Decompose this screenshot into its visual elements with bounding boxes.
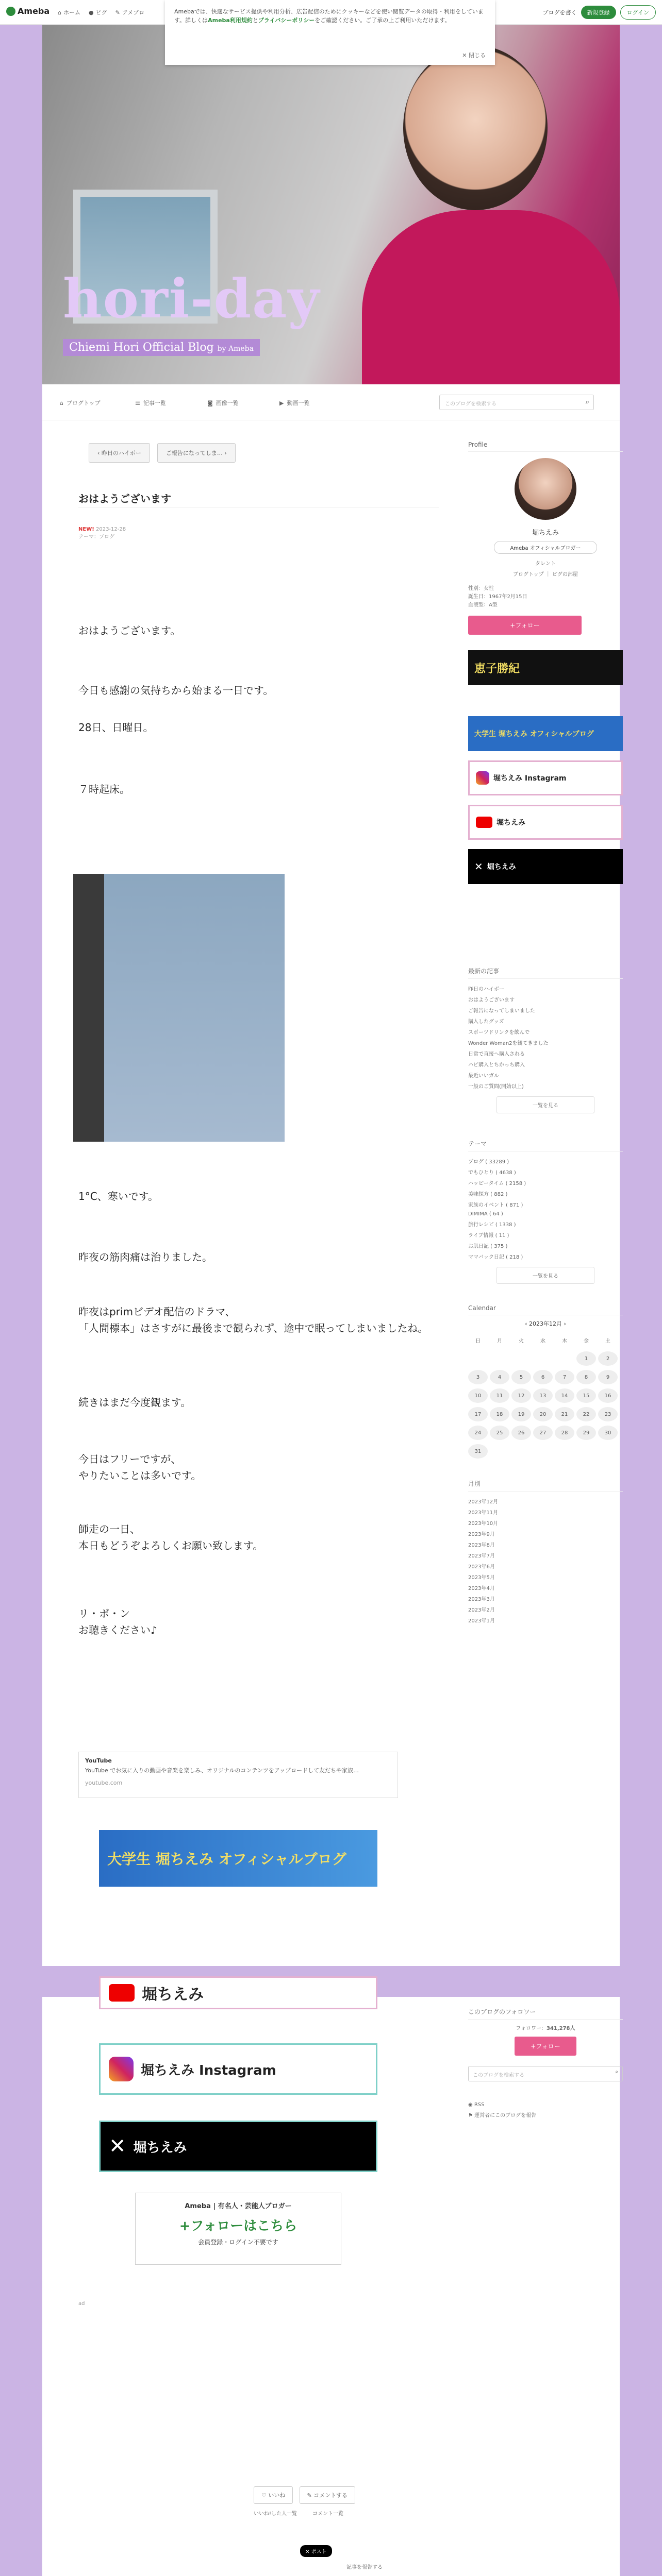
- calendar-day[interactable]: 29: [576, 1426, 596, 1440]
- recent-item[interactable]: 昨日のハイボー: [468, 987, 504, 992]
- ad-label: ad: [78, 2301, 85, 2307]
- archive-heading: 月別: [468, 1479, 623, 1492]
- calendar-day: [511, 1351, 531, 1366]
- profile-info: 性別：女性 誕生日：1967年2月15日 血液型：A型: [468, 586, 527, 608]
- follower-count: フォロワー：341,278人: [516, 2026, 575, 2031]
- sidebar-lower: [468, 2007, 623, 2119]
- home-icon: ⌂: [60, 399, 63, 406]
- calendar-day[interactable]: 5: [511, 1370, 531, 1384]
- calendar-day[interactable]: 2: [598, 1351, 618, 1366]
- calendar-weekday: 火: [519, 1338, 524, 1344]
- recent-more-button[interactable]: 一覧を見る: [496, 1096, 594, 1113]
- entry-text: 続きはまだ今度観ます。: [78, 1396, 191, 1409]
- heart-icon: ♡: [261, 2492, 269, 2499]
- entry-text: 今日はフリーですが、 やりたいことは多いです。: [78, 1453, 202, 1482]
- instagram-banner[interactable]: 堀ちえみ Instagram: [99, 2043, 377, 2095]
- rss-link[interactable]: ◉ RSS: [468, 2102, 485, 2108]
- ameblo-link[interactable]: ✎ アメブロ: [115, 9, 145, 16]
- recent-item[interactable]: 最近いいガル: [468, 1073, 499, 1079]
- photo-pole: [73, 874, 104, 1142]
- top-pager: [89, 443, 236, 463]
- calendar-day: [511, 1444, 531, 1459]
- login-button[interactable]: ログイン: [620, 5, 656, 20]
- theme-item[interactable]: DIMIMA ( 64 ): [468, 1211, 503, 1217]
- calendar-day[interactable]: 21: [555, 1407, 574, 1421]
- reaction-buttons: [254, 2486, 359, 2517]
- sidebar-banner-x[interactable]: ✕ 堀ちえみ: [468, 849, 623, 884]
- theme-item[interactable]: 旅行レシピ ( 1338 ): [468, 1222, 516, 1228]
- archive-item[interactable]: 2023年4月: [468, 1586, 495, 1591]
- theme-item[interactable]: お肌日記 ( 375 ): [468, 1244, 508, 1249]
- archive-item[interactable]: 2023年12月: [468, 1499, 499, 1505]
- comment-icon: ✎: [307, 2492, 314, 2499]
- calendar-day[interactable]: 13: [533, 1388, 553, 1403]
- calendar-day[interactable]: 20: [533, 1407, 553, 1421]
- archive-item[interactable]: 2023年10月: [468, 1521, 499, 1527]
- youtube-icon: [109, 1984, 135, 2002]
- comment-list-link[interactable]: コメント一覧: [312, 2511, 344, 2517]
- entry-meta: NEW! 2023-12-28 テーマ：ブログ: [78, 527, 126, 540]
- theme-item[interactable]: ブログ ( 33289 ): [468, 1159, 509, 1165]
- privacy-link[interactable]: プライバシーポリシー: [258, 17, 315, 24]
- sidebar-banner-instagram[interactable]: 堀ちえみ Instagram: [468, 760, 623, 795]
- theme-item[interactable]: 美味探方 ( 882 ): [468, 1192, 508, 1197]
- cookie-notice: Amebaでは、快適なサービス提供や利用分析、広告配信のためにクッキーなどを使い閲覧データの取得・利用をしています。詳しくはAmeba利用規約とプライバシーポリシーをご確認ください。ご了承の上ご利用いただけます。 ✕ 閉じる: [165, 0, 495, 65]
- x-icon: ✕: [109, 2134, 126, 2158]
- calendar-day: [555, 1444, 574, 1459]
- entry-text: 28日、日曜日。: [78, 721, 154, 734]
- prev-entry-button[interactable]: ‹ 昨日のハイボー: [89, 443, 150, 463]
- nav-blog-top[interactable]: ⌂ ブログトップ: [60, 399, 101, 406]
- entry-text: 1°C、寒いです。: [78, 1190, 159, 1202]
- calendar-day: [533, 1444, 553, 1459]
- comment-button[interactable]: ✎ コメントする: [300, 2486, 355, 2504]
- blog-header-image[interactable]: [42, 25, 620, 384]
- recent-item[interactable]: Wonder Woman2を観てきました: [468, 1041, 549, 1046]
- lower-section: [42, 1986, 620, 2576]
- recent-item[interactable]: 購入したグッズ: [468, 1019, 504, 1025]
- recent-heading: 最新の記事: [468, 967, 623, 979]
- blog-subtitle: Chiemi Hori Official Blog by Ameba: [63, 339, 260, 356]
- calendar-month: ‹ 2023年12月 ›: [525, 1320, 566, 1327]
- followers-heading: このブログのフォロワー: [468, 2007, 623, 2020]
- calendar-day[interactable]: 14: [555, 1388, 574, 1403]
- calendar-day[interactable]: 28: [555, 1426, 574, 1440]
- calendar-day[interactable]: 31: [468, 1444, 488, 1459]
- recent-item[interactable]: 日常で直接へ購入される: [468, 1052, 525, 1057]
- video-icon: ▶: [279, 399, 284, 406]
- profile-follow-button[interactable]: +フォロー: [468, 616, 582, 635]
- calendar-day[interactable]: 1: [576, 1351, 596, 1366]
- report-blog-link[interactable]: ⚑ 運営者にこのブログを報告: [468, 2113, 537, 2119]
- calendar-day[interactable]: 4: [490, 1370, 509, 1384]
- youtube-banner[interactable]: 堀ちえみ: [99, 1976, 377, 2009]
- theme-item[interactable]: ママバック日記 ( 218 ): [468, 1255, 523, 1260]
- followers-follow-button[interactable]: +フォロー: [515, 2037, 576, 2056]
- sidebar: [468, 441, 623, 1625]
- theme-item[interactable]: ハッピータイム ( 2158 ): [468, 1181, 526, 1187]
- calendar-day[interactable]: 10: [468, 1388, 488, 1403]
- calendar-day: [598, 1444, 618, 1459]
- main-content: [42, 420, 620, 1966]
- camera-icon: ◙: [207, 399, 213, 406]
- instagram-icon: [476, 771, 489, 785]
- nav-entry-list[interactable]: ☰ 記事一覧: [135, 399, 166, 406]
- search-icon[interactable]: ⌕: [585, 398, 589, 406]
- ameba-logo[interactable]: Ameba: [6, 6, 49, 16]
- theme-heading: テーマ: [468, 1139, 623, 1151]
- portrait-face: [403, 45, 548, 210]
- calendar-day[interactable]: 26: [511, 1426, 531, 1440]
- calendar-day[interactable]: 17: [468, 1407, 488, 1421]
- calendar-weekday: 金: [584, 1338, 589, 1344]
- write-blog-link[interactable]: ブログを書く: [542, 9, 577, 16]
- calendar-day: [576, 1444, 596, 1459]
- lower-search-input[interactable]: このブログを検索する ⌕: [468, 2066, 623, 2081]
- theme-more-button[interactable]: 一覧を見る: [496, 1267, 594, 1284]
- calendar-heading: Calendar: [468, 1304, 623, 1315]
- ameba-follow-banner[interactable]: Ameba | 有名人・芸能人ブロガー +フォローはこちら 会員登録・ログイン不要です: [135, 2193, 341, 2265]
- profile-avatar[interactable]: [515, 458, 576, 520]
- blog-title: hori-day: [63, 267, 320, 330]
- archive-item[interactable]: 2023年1月: [468, 1618, 495, 1624]
- profile-heading: Profile: [468, 441, 623, 452]
- archive-list: [468, 1496, 623, 1625]
- entry-theme[interactable]: テーマ：ブログ: [78, 534, 114, 540]
- profile-name[interactable]: 堀ちえみ: [532, 529, 559, 537]
- entry-text: 昨夜の筋肉痛は治りました。: [78, 1251, 212, 1263]
- like-button[interactable]: ♡ いいね: [254, 2486, 293, 2504]
- calendar-weekday: 月: [497, 1338, 502, 1344]
- like-list-link[interactable]: いいね!した人一覧: [254, 2511, 297, 2517]
- entry-text: 昨夜はprimビデオ配信のドラマ、 「人間標本」はさすがに最後まで観られず、途中で眠ってしまいましたね。: [78, 1306, 428, 1334]
- notice-close-button[interactable]: ✕ 閉じる: [462, 52, 486, 59]
- recent-item[interactable]: スポーツドリンクを飲んで: [468, 1030, 530, 1036]
- calendar-day: [555, 1351, 574, 1366]
- recent-item[interactable]: ご報告になってしまいました: [468, 1008, 535, 1014]
- calendar-weekday: 木: [562, 1338, 567, 1344]
- calendar-day[interactable]: 18: [490, 1407, 509, 1421]
- archive-item[interactable]: 2023年11月: [468, 1510, 499, 1516]
- calendar-day[interactable]: 19: [511, 1407, 531, 1421]
- theme-item[interactable]: ライブ情報 ( 11 ): [468, 1233, 509, 1239]
- calendar-day[interactable]: 8: [576, 1370, 596, 1384]
- calendar-weekday: 土: [605, 1338, 610, 1344]
- calendar-day[interactable]: 7: [555, 1370, 574, 1384]
- calendar-weekday: 水: [540, 1338, 545, 1344]
- archive-item[interactable]: 2023年5月: [468, 1575, 495, 1581]
- calendar-day[interactable]: 11: [490, 1388, 509, 1403]
- archive-item[interactable]: 2023年6月: [468, 1564, 495, 1570]
- signup-button[interactable]: 新規登録: [581, 6, 616, 19]
- entry-text: 師走の一日、 本日もどうぞよろしくお願い致します。: [78, 1523, 263, 1552]
- entry-text: ７時起床。: [78, 783, 130, 795]
- archive-item[interactable]: 2023年2月: [468, 1607, 495, 1613]
- blog-search-input[interactable]: このブログを検索する ⌕: [439, 395, 594, 410]
- ameba-icon: [6, 7, 15, 16]
- profile-tag: タレント: [535, 561, 556, 567]
- rss-icon: ◉: [468, 2102, 474, 2108]
- sidebar-banner-1[interactable]: 恵子勝紀: [468, 650, 623, 685]
- x-share-button[interactable]: ✕ ポスト: [300, 2545, 332, 2557]
- x-banner[interactable]: ✕ 堀ちえみ: [99, 2121, 377, 2172]
- archive-item[interactable]: 2023年3月: [468, 1597, 495, 1602]
- entry-text: おはようございます。: [78, 624, 181, 637]
- search-icon[interactable]: ⌕: [615, 2069, 618, 2075]
- new-badge: NEW!: [78, 527, 94, 532]
- youtube-embed-card[interactable]: YouTube YouTube でお気に入りの動画や音楽を楽しみ、オリジナルのコンテンツをアップロードして友だちや家族… youtube.com: [78, 1752, 398, 1798]
- report-link[interactable]: 記事を報告する: [346, 2565, 383, 2570]
- entry-title[interactable]: おはようございます: [78, 493, 171, 505]
- blog-nav: [42, 384, 620, 420]
- sidebar-banner-2[interactable]: 大学生 堀ちえみ オフィシャルブログ: [468, 716, 623, 751]
- instagram-icon: [109, 2057, 134, 2081]
- calendar-day: [468, 1351, 488, 1366]
- calendar-grid: [468, 1333, 623, 1459]
- calendar-day[interactable]: 16: [598, 1388, 618, 1403]
- pigg-link[interactable]: ● ピグ: [88, 9, 107, 16]
- calendar-day[interactable]: 25: [490, 1426, 509, 1440]
- calendar-day[interactable]: 27: [533, 1426, 553, 1440]
- flag-icon: ⚑: [468, 2113, 475, 2119]
- entry-text: リ・ボ・ン お聴きください♪: [78, 1607, 157, 1636]
- sidebar-banner-youtube[interactable]: 堀ちえみ: [468, 805, 623, 840]
- next-entry-button[interactable]: ご報告になってしま… ›: [157, 443, 236, 463]
- official-blog-banner[interactable]: 大学生 堀ちえみ オフィシャルブログ: [99, 1830, 377, 1887]
- calendar-day[interactable]: 30: [598, 1426, 618, 1440]
- calendar-day[interactable]: 15: [576, 1388, 596, 1403]
- recent-item[interactable]: おはようございます: [468, 997, 515, 1003]
- theme-item[interactable]: でもひとり ( 4638 ): [468, 1170, 516, 1176]
- youtube-icon: [476, 817, 492, 828]
- calendar-day[interactable]: 3: [468, 1370, 488, 1384]
- profile-links: ブログトップ ｜ ピグの部屋: [512, 572, 578, 578]
- portrait-body: [362, 210, 620, 384]
- recent-item[interactable]: 一般のご質問(開始以上): [468, 1084, 524, 1090]
- nav-video-list[interactable]: ▶ 動画一覧: [279, 399, 310, 406]
- archive-item[interactable]: 2023年9月: [468, 1532, 495, 1537]
- recent-item[interactable]: ハピ購入とちかっち購入: [468, 1062, 525, 1068]
- x-icon: ✕: [474, 860, 483, 873]
- top-nav: [58, 8, 144, 16]
- calendar-day: [533, 1351, 553, 1366]
- terms-link[interactable]: Ameba利用規約: [208, 17, 253, 24]
- calendar-day[interactable]: 12: [511, 1388, 531, 1403]
- calendar-weekday: 日: [475, 1338, 481, 1344]
- theme-item[interactable]: 家族のイベント ( 871 ): [468, 1202, 523, 1208]
- list-icon: ☰: [135, 399, 140, 406]
- calendar-day: [490, 1444, 509, 1459]
- official-badge: Ameba オフィシャルブロガー: [494, 541, 597, 554]
- archive-item[interactable]: 2023年7月: [468, 1553, 495, 1559]
- archive-item[interactable]: 2023年8月: [468, 1543, 495, 1548]
- entry-photo[interactable]: [78, 874, 285, 1142]
- calendar-day[interactable]: 9: [598, 1370, 618, 1384]
- entry-text: 今日も感謝の気持ちから始まる一日です。: [78, 684, 274, 697]
- calendar-day[interactable]: 22: [576, 1407, 596, 1421]
- nav-image-list[interactable]: ◙ 画像一覧: [207, 399, 239, 406]
- home-link[interactable]: ⌂ ホーム: [58, 9, 80, 16]
- calendar-day[interactable]: 24: [468, 1426, 488, 1440]
- calendar-day[interactable]: 6: [533, 1370, 553, 1384]
- calendar-day: [490, 1351, 509, 1366]
- calendar-day[interactable]: 23: [598, 1407, 618, 1421]
